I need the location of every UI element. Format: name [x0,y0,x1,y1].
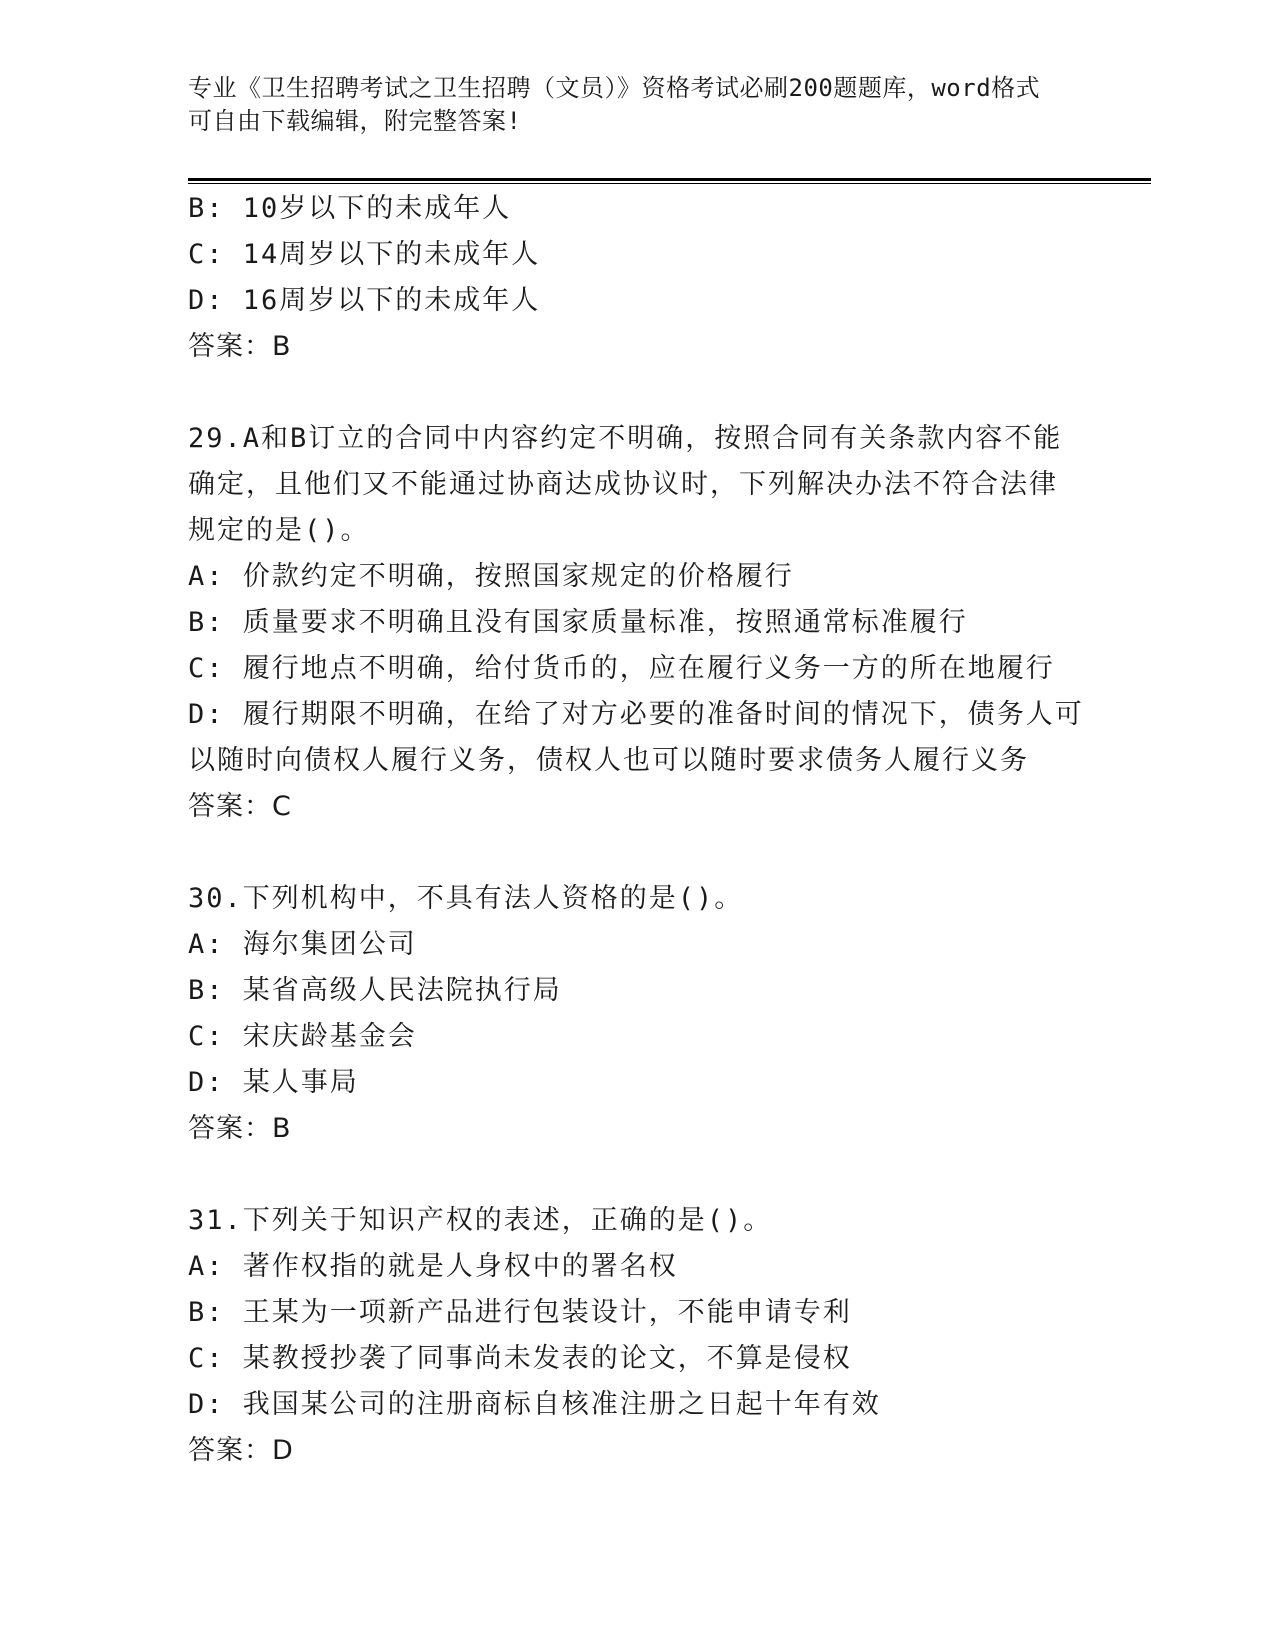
option-d: D: 履行期限不明确，在给了对方必要的准备时间的情况下，债务人可 [188,699,1084,730]
option-b: B: 王某为一项新产品进行包装设计，不能申请专利 [188,1297,852,1328]
header-rule-thick [188,178,1151,181]
option-d: D: 某人事局 [188,1067,359,1098]
option-a: A: 价款约定不明确，按照国家规定的价格履行 [188,561,794,592]
spacer [188,370,1088,416]
answer-line: 答案：B [188,1113,292,1144]
header-line-2: 可自由下载编辑，附完整答案! [188,107,522,135]
option-d-continued: 以随时向债权人履行义务，债权人也可以随时要求债务人履行义务 [188,745,1029,776]
option-c: C: 某教授抄袭了同事尚未发表的论文，不算是侵权 [188,1343,852,1374]
question-stem: 规定的是()。 [188,515,370,546]
answer-line: 答案：B [188,331,292,362]
question-stem: 29.A和B订立的合同中内容约定不明确，按照合同有关条款内容不能 [188,423,1063,454]
option-c: C: 履行地点不明确，给付货币的，应在履行义务一方的所在地履行 [188,653,1055,684]
question-content [188,186,1088,1474]
spacer [188,830,1088,876]
answer-line: 答案：D [188,1435,294,1466]
option-a: A: 著作权指的就是人身权中的署名权 [188,1251,678,1282]
question-stem: 31.下列关于知识产权的表述，正确的是()。 [188,1205,773,1236]
question-stem: 确定，且他们又不能通过协商达成协议时，下列解决办法不符合法律 [188,469,1058,500]
option-d: D: 我国某公司的注册商标自核准注册之日起十年有效 [188,1389,881,1420]
question-29 [188,416,1088,830]
header-rule-thin [188,183,1151,184]
option-b: B: 质量要求不明确且没有国家质量标准，按照通常标准履行 [188,607,968,638]
option-a: A: 海尔集团公司 [188,929,417,960]
answer-line: 答案：C [188,791,292,822]
spacer [188,1152,1088,1198]
question-31 [188,1198,1088,1474]
document-header [188,72,1068,138]
question-30 [188,876,1088,1152]
option-c: C: 14周岁以下的未成年人 [188,239,541,270]
option-b: B: 某省高级人民法院执行局 [188,975,562,1006]
option-b: B: 10岁以下的未成年人 [188,193,512,224]
option-d: D: 16周岁以下的未成年人 [188,285,541,316]
question-stem: 30.下列机构中，不具有法人资格的是()。 [188,883,744,914]
header-line-1: 专业《卫生招聘考试之卫生招聘（文员）》资格考试必刷200题题库，word格式 [188,74,1041,102]
question-28 [188,186,1088,370]
option-c: C: 宋庆龄基金会 [188,1021,417,1052]
